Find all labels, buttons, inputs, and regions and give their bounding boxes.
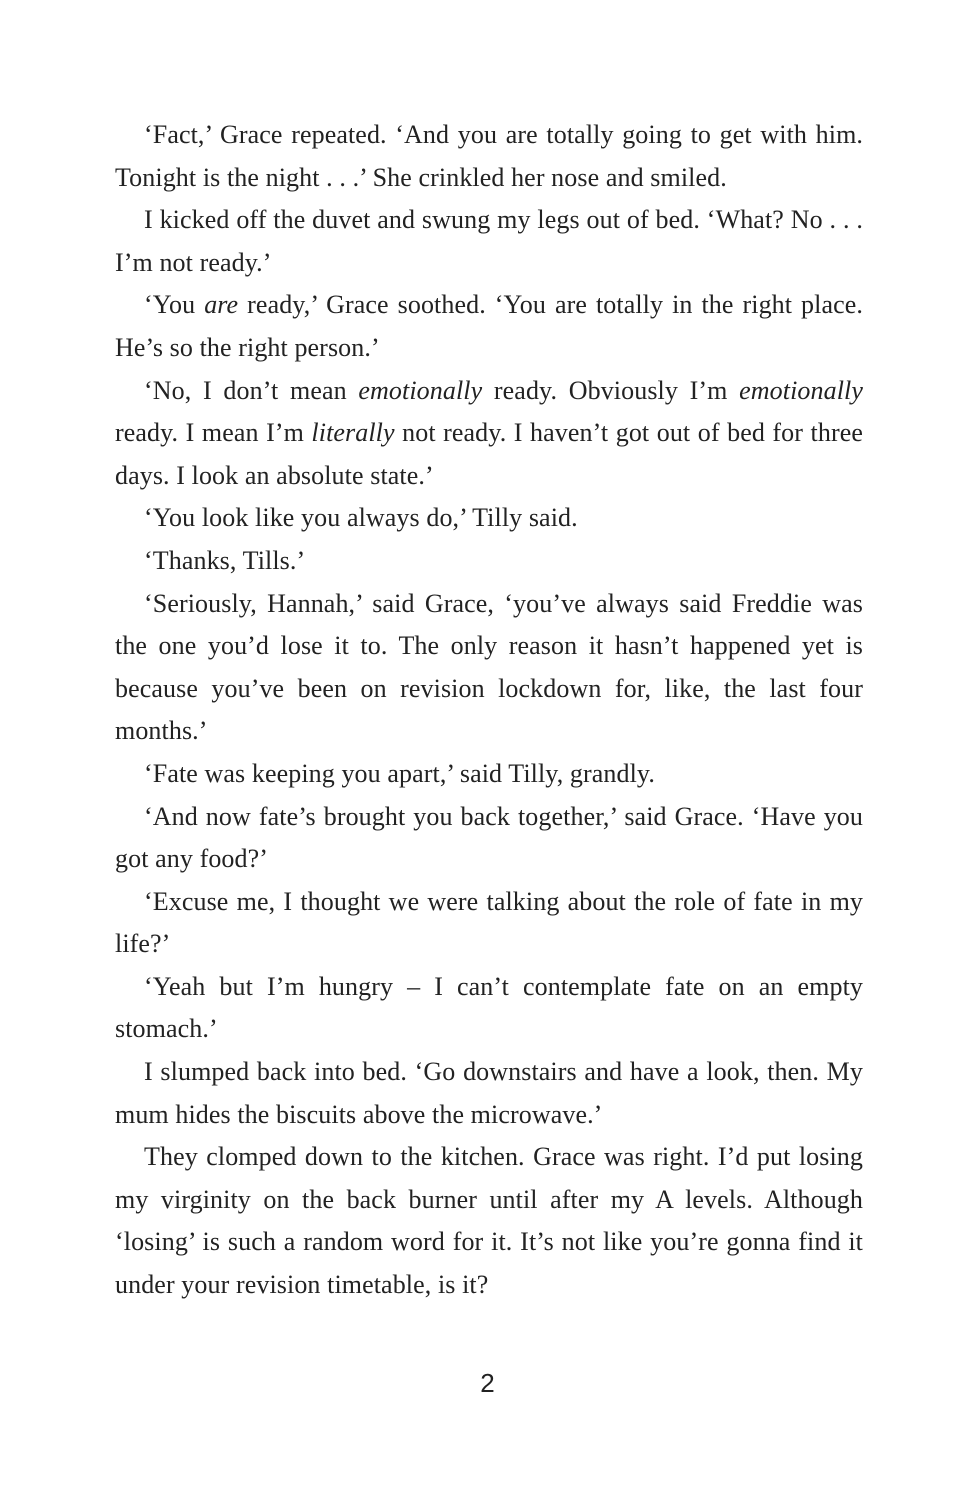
paragraph-7 (115, 583, 863, 753)
italic-text: literally (311, 418, 395, 448)
paragraph-13 (115, 1136, 863, 1306)
paragraph-5 (115, 497, 863, 540)
paragraph-12 (115, 1051, 863, 1136)
paragraph-text: not ready. I haven’t got out of bed for three days. I look an absolute state.’ (115, 418, 863, 490)
paragraph-text: ready. Obviously I’m (482, 375, 740, 405)
paragraph-8 (115, 753, 863, 796)
paragraph-text: ‘Seriously, Hannah,’ said Grace, ‘you’ve always said Freddie was the one you’d lose it to. The only reason it hasn’t happened yet is because you’ve been on revision lockdown for, like, the last four months.’ (115, 588, 863, 746)
paragraph-text: ‘Thanks, Tills.’ (144, 545, 306, 575)
italic-text: are (204, 290, 239, 320)
page-number: 2 (480, 1368, 495, 1398)
paragraph-text: ‘No, I don’t mean (144, 375, 359, 405)
italic-text: emotionally (358, 375, 483, 405)
paragraph-9 (115, 796, 863, 881)
paragraph-text: I slumped back into bed. ‘Go downstairs and have a look, then. My mum hides the biscuits above the microwave.’ (115, 1057, 863, 1129)
page-body (115, 114, 863, 1307)
paragraph-text: ‘Yeah but I’m hungry – I can’t contemplate fate on an empty stomach.’ (115, 971, 863, 1044)
paragraph-3 (115, 284, 863, 369)
paragraph-6 (115, 540, 863, 583)
paragraph-4 (115, 370, 863, 498)
paragraph-text: ready. I mean I’m (115, 418, 312, 448)
paragraph-text: They clomped down to the kitchen. Grace was right. I’d put losing my virginity on the back burner until after my A levels. Although ‘losing’ is such a random word for it. It’s not like you’re gonna find it under your revision timetable, is it? (115, 1142, 863, 1300)
paragraph-text: ‘Fate was keeping you apart,’ said Tilly, grandly. (144, 758, 655, 788)
paragraph-text: ‘You look like you always do,’ Tilly said. (144, 503, 578, 533)
paragraph-text: I kicked off the duvet and swung my legs out of bed. ‘What? No . . . I’m not ready.’ (115, 205, 863, 277)
paragraph-2 (115, 199, 863, 284)
paragraph-text: ready,’ Grace soothed. ‘You are totally in the right place. He’s so the right person.’ (115, 290, 863, 362)
paragraph-11 (115, 966, 863, 1051)
paragraph-text: ‘And now fate’s brought you back together,’ said Grace. ‘Have you got any food?’ (115, 801, 863, 874)
paragraph-10 (115, 881, 863, 966)
paragraph-text: ‘You (144, 290, 205, 320)
paragraph-1 (115, 114, 863, 199)
paragraph-text: ‘Excuse me, I thought we were talking about the role of fate in my life?’ (115, 886, 863, 959)
paragraph-text: ‘Fact,’ Grace repeated. ‘And you are totally going to get with him. Tonight is the night . . .’ She crinkled her nose and smiled. (115, 120, 863, 192)
italic-text: emotionally (739, 375, 863, 405)
